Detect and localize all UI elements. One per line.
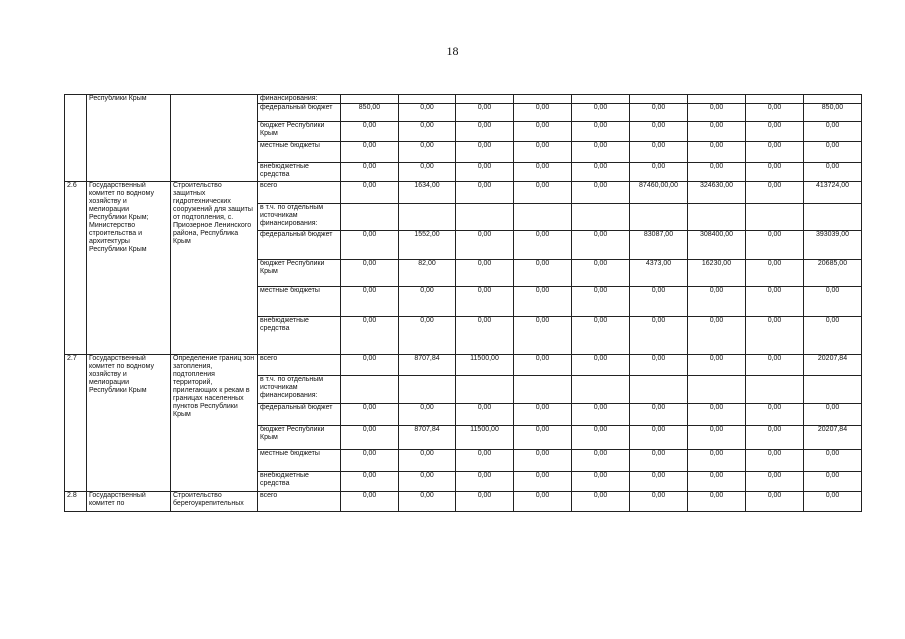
amount-cell: 16230,00: [688, 260, 746, 287]
amount-cell: 0,00: [746, 287, 804, 317]
amount-cell: [630, 95, 688, 104]
amount-cell: 0,00: [746, 260, 804, 287]
amount-cell: 0,00: [630, 404, 688, 426]
item-number: 2.7: [65, 355, 87, 492]
funding-source-label: местные бюджеты: [258, 142, 341, 163]
amount-cell: [688, 376, 746, 404]
amount-cell: [630, 376, 688, 404]
amount-cell: 0,00: [572, 472, 630, 492]
item-number: 2.6: [65, 182, 87, 355]
funding-source-label: всего: [258, 182, 341, 204]
funding-source-label: внебюджетные средства: [258, 163, 341, 182]
amount-cell: 0,00: [572, 104, 630, 122]
amount-cell: 0,00: [514, 287, 572, 317]
amount-cell: 0,00: [514, 163, 572, 182]
funding-source-label: внебюджетные средства: [258, 317, 341, 355]
executor-cell: Государственный комитет по: [87, 492, 171, 512]
amount-cell: 308400,00: [688, 231, 746, 260]
amount-cell: 0,00: [572, 426, 630, 450]
amount-cell: 0,00: [456, 287, 514, 317]
amount-cell: 0,00: [341, 163, 399, 182]
amount-cell: 0,00: [804, 472, 862, 492]
amount-cell: [688, 204, 746, 231]
executor-cell: Государственный комитет по водному хозяйству и мелиорации Республики Крым: [87, 355, 171, 492]
amount-cell: 0,00: [804, 122, 862, 142]
amount-cell: 0,00: [399, 122, 456, 142]
amount-cell: 0,00: [399, 492, 456, 512]
amount-cell: 0,00: [514, 404, 572, 426]
amount-cell: 0,00: [456, 260, 514, 287]
amount-cell: 0,00: [746, 355, 804, 376]
amount-cell: 0,00: [514, 142, 572, 163]
amount-cell: 0,00: [630, 450, 688, 472]
amount-cell: 0,00: [688, 472, 746, 492]
amount-cell: 0,00: [341, 122, 399, 142]
amount-cell: 0,00: [630, 492, 688, 512]
amount-cell: 0,00: [399, 163, 456, 182]
amount-cell: [746, 204, 804, 231]
amount-cell: 0,00: [514, 231, 572, 260]
amount-cell: 0,00: [746, 231, 804, 260]
amount-cell: 0,00: [514, 450, 572, 472]
amount-cell: 0,00: [572, 231, 630, 260]
amount-cell: 20685,00: [804, 260, 862, 287]
amount-cell: 1634,00: [399, 182, 456, 204]
amount-cell: 0,00: [688, 492, 746, 512]
amount-cell: [399, 376, 456, 404]
amount-cell: 0,00: [456, 404, 514, 426]
amount-cell: 0,00: [399, 404, 456, 426]
amount-cell: 413724,00: [804, 182, 862, 204]
amount-cell: [746, 95, 804, 104]
page-number: 18: [446, 44, 459, 58]
amount-cell: 0,00: [746, 182, 804, 204]
amount-cell: 0,00: [399, 287, 456, 317]
amount-cell: 0,00: [746, 404, 804, 426]
activity-cell: Строительство защитных гидротехнических сооружений для защиты от подтопления, с. Приозерное Ленинского района, Республика Крым: [171, 182, 258, 355]
amount-cell: 0,00: [804, 163, 862, 182]
amount-cell: 0,00: [630, 426, 688, 450]
amount-cell: [514, 95, 572, 104]
amount-cell: 0,00: [746, 450, 804, 472]
funding-source-label: бюджет Республики Крым: [258, 426, 341, 450]
amount-cell: 0,00: [514, 104, 572, 122]
amount-cell: 0,00: [688, 163, 746, 182]
funding-source-label: федеральный бюджет: [258, 104, 341, 122]
amount-cell: 0,00: [688, 104, 746, 122]
executor-cell: Республики Крым: [87, 95, 171, 182]
amount-cell: 0,00: [341, 260, 399, 287]
amount-cell: 0,00: [341, 317, 399, 355]
amount-cell: 0,00: [514, 472, 572, 492]
amount-cell: 4373,00: [630, 260, 688, 287]
amount-cell: 0,00: [746, 472, 804, 492]
amount-cell: 0,00: [688, 426, 746, 450]
amount-cell: 0,00: [688, 450, 746, 472]
funding-source-label: в т.ч. по отдельным источникам финансирования:: [258, 204, 341, 231]
amount-cell: 0,00: [572, 122, 630, 142]
amount-cell: 0,00: [514, 492, 572, 512]
amount-cell: 87460,00,00: [630, 182, 688, 204]
funding-source-label: в т.ч. по отдельным источникам финансирования:: [258, 376, 341, 404]
amount-cell: [341, 376, 399, 404]
amount-cell: 0,00: [514, 260, 572, 287]
amount-cell: [804, 204, 862, 231]
amount-cell: 0,00: [688, 142, 746, 163]
amount-cell: [341, 95, 399, 104]
amount-cell: 0,00: [399, 472, 456, 492]
amount-cell: 0,00: [804, 142, 862, 163]
amount-cell: [572, 376, 630, 404]
amount-cell: [456, 204, 514, 231]
amount-cell: 0,00: [630, 472, 688, 492]
amount-cell: 0,00: [572, 317, 630, 355]
amount-cell: 0,00: [399, 104, 456, 122]
amount-cell: 0,00: [804, 404, 862, 426]
table-row: [65, 492, 862, 512]
amount-cell: 0,00: [456, 122, 514, 142]
amount-cell: 0,00: [572, 142, 630, 163]
amount-cell: 0,00: [341, 142, 399, 163]
funding-source-label: федеральный бюджет: [258, 231, 341, 260]
amount-cell: 0,00: [746, 317, 804, 355]
amount-cell: 0,00: [630, 287, 688, 317]
executor-cell: Государственный комитет по водному хозяйству и мелиорации Республики Крым; Министерство строительства и архитектуры Республики Крым: [87, 182, 171, 355]
amount-cell: 8707,84: [399, 426, 456, 450]
funding-source-label: бюджет Республики Крым: [258, 122, 341, 142]
amount-cell: 0,00: [456, 182, 514, 204]
amount-cell: 11500,00: [456, 355, 514, 376]
amount-cell: 0,00: [514, 426, 572, 450]
amount-cell: 0,00: [572, 260, 630, 287]
amount-cell: [341, 204, 399, 231]
amount-cell: [746, 376, 804, 404]
amount-cell: 0,00: [572, 182, 630, 204]
amount-cell: 8707,84: [399, 355, 456, 376]
amount-cell: 0,00: [688, 317, 746, 355]
amount-cell: 0,00: [514, 355, 572, 376]
amount-cell: [399, 204, 456, 231]
amount-cell: 850,00: [804, 104, 862, 122]
amount-cell: 20207,84: [804, 355, 862, 376]
amount-cell: [456, 95, 514, 104]
amount-cell: 0,00: [572, 492, 630, 512]
amount-cell: 0,00: [341, 287, 399, 317]
amount-cell: 0,00: [341, 404, 399, 426]
amount-cell: [399, 95, 456, 104]
amount-cell: 0,00: [746, 122, 804, 142]
amount-cell: 0,00: [399, 142, 456, 163]
amount-cell: 0,00: [746, 104, 804, 122]
activity-cell: [171, 95, 258, 182]
amount-cell: 0,00: [746, 492, 804, 512]
amount-cell: 0,00: [399, 450, 456, 472]
amount-cell: 850,00: [341, 104, 399, 122]
amount-cell: 0,00: [456, 317, 514, 355]
amount-cell: 0,00: [341, 231, 399, 260]
amount-cell: 0,00: [630, 142, 688, 163]
amount-cell: 0,00: [572, 287, 630, 317]
amount-cell: [456, 376, 514, 404]
amount-cell: 0,00: [456, 104, 514, 122]
amount-cell: 0,00: [804, 317, 862, 355]
amount-cell: 324630,00: [688, 182, 746, 204]
amount-cell: [514, 204, 572, 231]
amount-cell: [688, 95, 746, 104]
amount-cell: 0,00: [456, 450, 514, 472]
amount-cell: 0,00: [341, 355, 399, 376]
activity-cell: Строительство берегоукрепительных: [171, 492, 258, 512]
amount-cell: [630, 204, 688, 231]
amount-cell: 82,00: [399, 260, 456, 287]
item-number: [65, 95, 87, 182]
amount-cell: 0,00: [688, 287, 746, 317]
amount-cell: 1552,00: [399, 231, 456, 260]
amount-cell: 0,00: [514, 122, 572, 142]
amount-cell: 0,00: [341, 426, 399, 450]
amount-cell: 0,00: [804, 492, 862, 512]
funding-source-label: финансирования:: [258, 95, 341, 104]
amount-cell: 0,00: [746, 142, 804, 163]
amount-cell: 0,00: [688, 404, 746, 426]
amount-cell: 0,00: [630, 355, 688, 376]
amount-cell: 11500,00: [456, 426, 514, 450]
amount-cell: 0,00: [572, 450, 630, 472]
funding-table: [64, 94, 862, 512]
amount-cell: 0,00: [572, 163, 630, 182]
amount-cell: 0,00: [804, 450, 862, 472]
amount-cell: [514, 376, 572, 404]
amount-cell: 0,00: [456, 142, 514, 163]
activity-cell: Определение границ зон затопления, подтопления территорий, прилегающих к рекам в границах населенных пунктов Республики Крым: [171, 355, 258, 492]
funding-source-label: всего: [258, 492, 341, 512]
amount-cell: 0,00: [456, 163, 514, 182]
amount-cell: 0,00: [746, 163, 804, 182]
funding-source-label: бюджет Республики Крым: [258, 260, 341, 287]
table-row: [65, 182, 862, 204]
funding-source-label: местные бюджеты: [258, 287, 341, 317]
amount-cell: [804, 95, 862, 104]
amount-cell: 0,00: [572, 355, 630, 376]
amount-cell: 0,00: [688, 355, 746, 376]
amount-cell: 20207,84: [804, 426, 862, 450]
funding-source-label: местные бюджеты: [258, 450, 341, 472]
amount-cell: 0,00: [514, 317, 572, 355]
funding-source-label: внебюджетные средства: [258, 472, 341, 492]
amount-cell: 0,00: [514, 182, 572, 204]
amount-cell: 393039,00: [804, 231, 862, 260]
amount-cell: [572, 204, 630, 231]
amount-cell: 0,00: [456, 472, 514, 492]
amount-cell: 0,00: [630, 122, 688, 142]
amount-cell: 0,00: [746, 426, 804, 450]
amount-cell: 0,00: [456, 492, 514, 512]
amount-cell: 0,00: [341, 182, 399, 204]
item-number: 2.8: [65, 492, 87, 512]
amount-cell: 0,00: [804, 287, 862, 317]
amount-cell: 0,00: [456, 231, 514, 260]
funding-source-label: федеральный бюджет: [258, 404, 341, 426]
amount-cell: 0,00: [630, 104, 688, 122]
amount-cell: 0,00: [572, 404, 630, 426]
amount-cell: 83087,00: [630, 231, 688, 260]
amount-cell: 0,00: [399, 317, 456, 355]
amount-cell: 0,00: [688, 122, 746, 142]
amount-cell: 0,00: [341, 450, 399, 472]
amount-cell: 0,00: [341, 492, 399, 512]
amount-cell: [804, 376, 862, 404]
amount-cell: [572, 95, 630, 104]
amount-cell: 0,00: [630, 317, 688, 355]
amount-cell: 0,00: [630, 163, 688, 182]
table-row: [65, 95, 862, 104]
amount-cell: 0,00: [341, 472, 399, 492]
funding-source-label: всего: [258, 355, 341, 376]
table-row: [65, 355, 862, 376]
